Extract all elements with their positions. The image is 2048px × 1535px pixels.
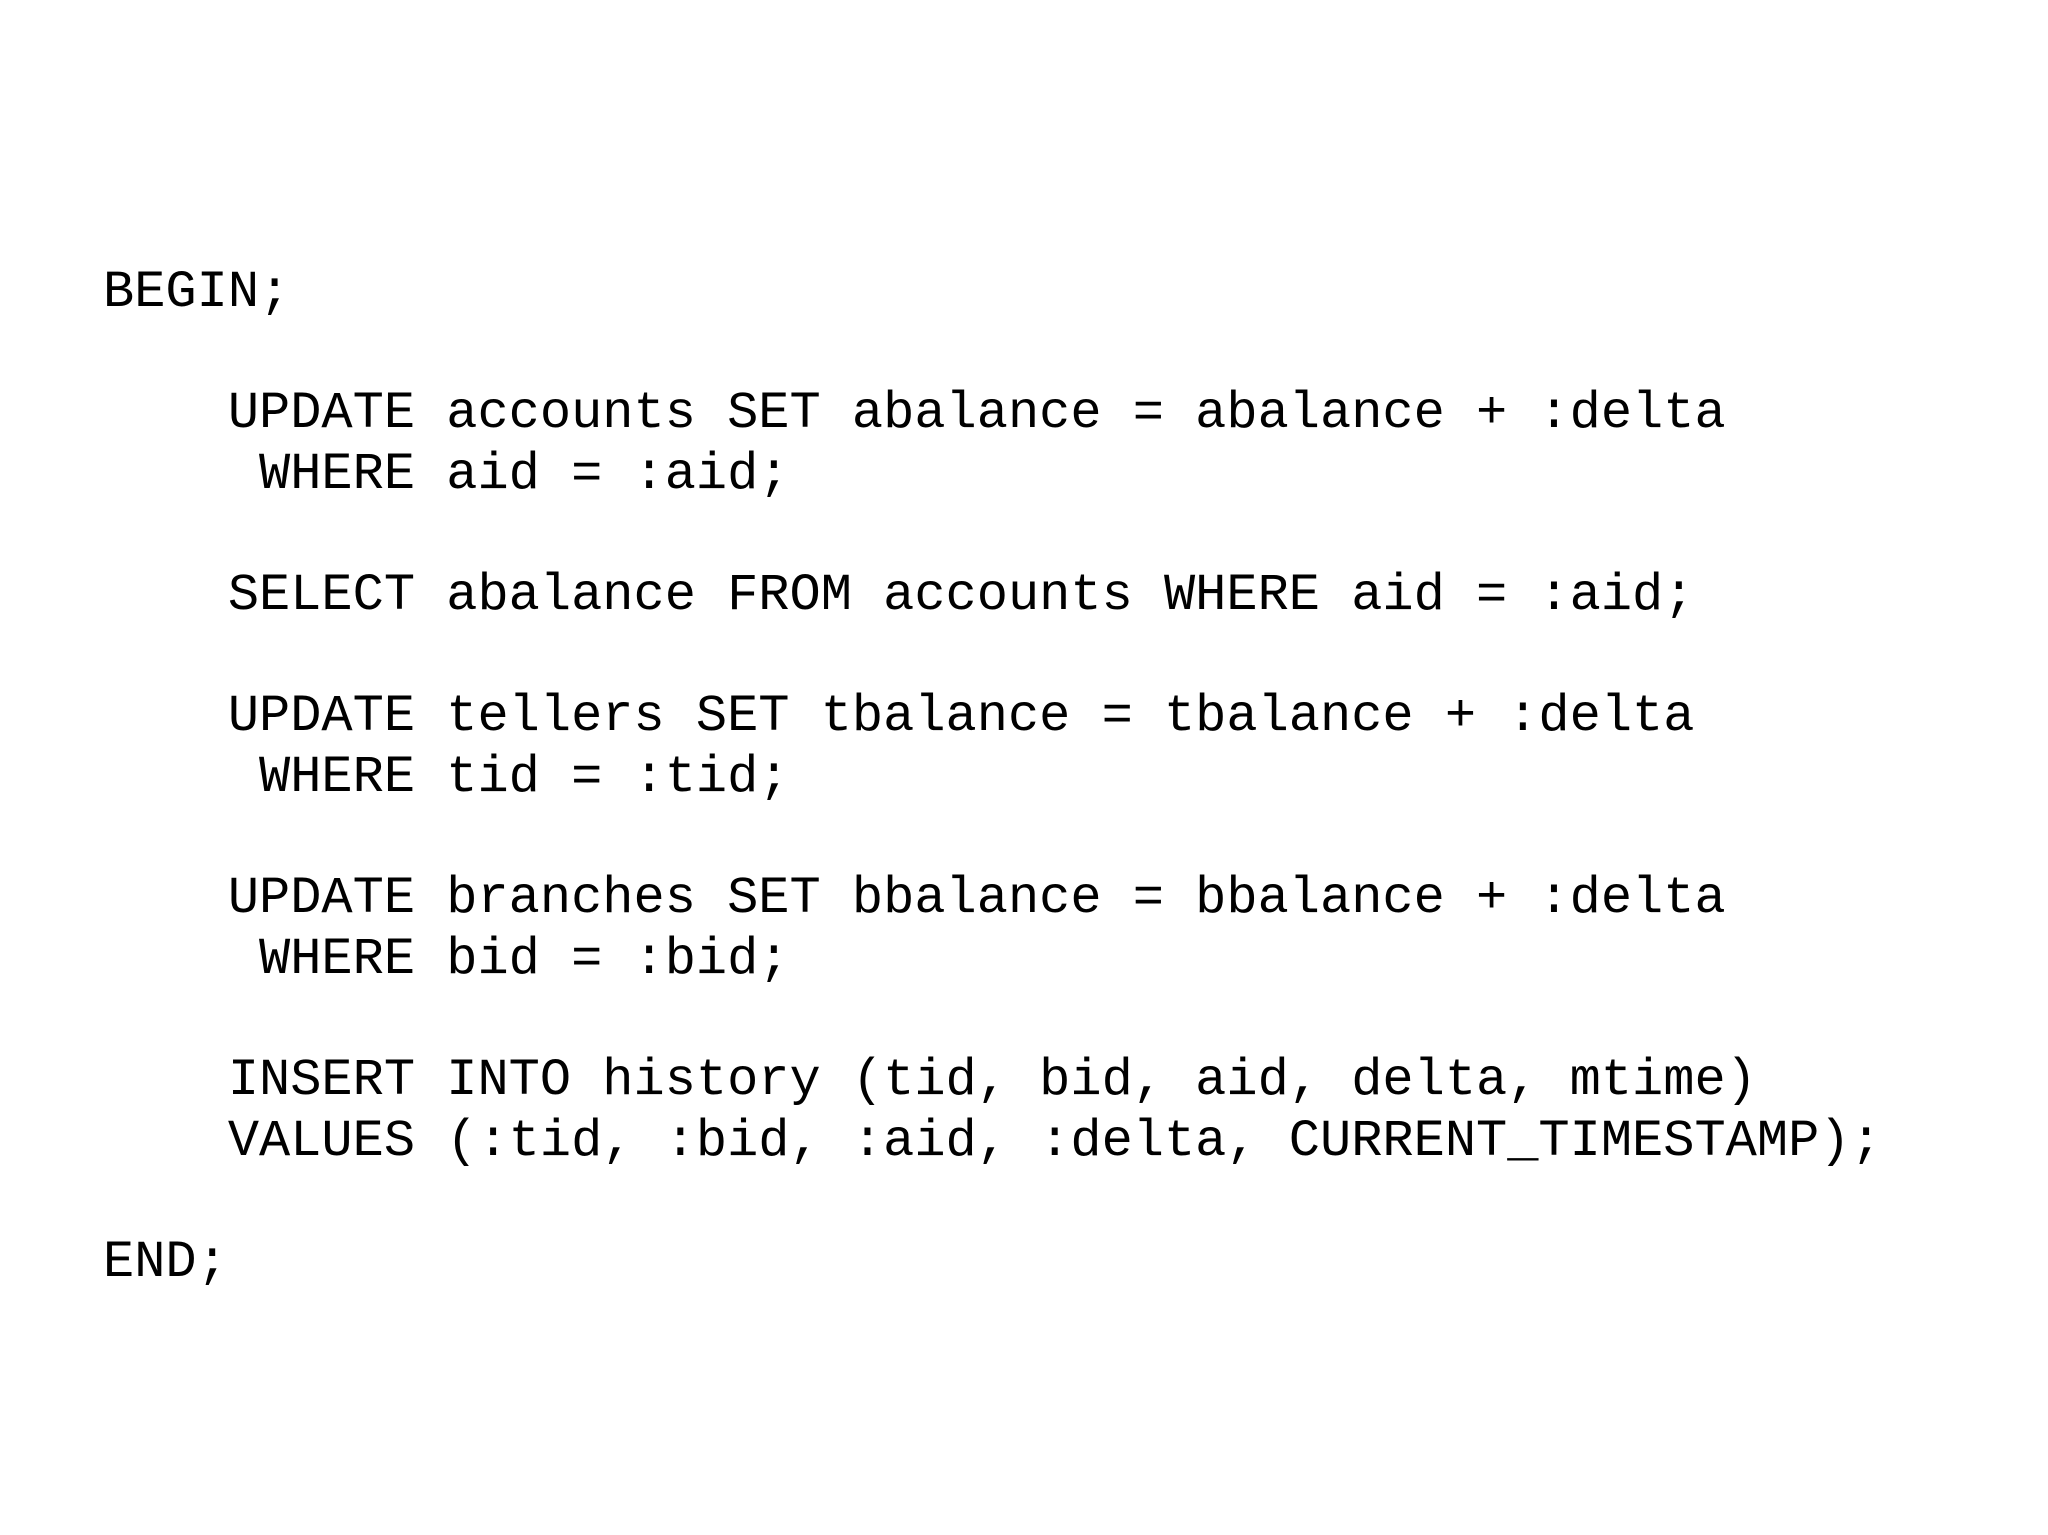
code-line-update-branches: UPDATE branches SET bbalance = bbalance + :delta xyxy=(103,869,1726,928)
code-line-select-accounts: SELECT abalance FROM accounts WHERE aid = :aid; xyxy=(103,566,1695,625)
code-line-end: END; xyxy=(103,1233,228,1292)
sql-transaction-code xyxy=(103,0,2003,1535)
code-line-update-accounts-where: WHERE aid = :aid; xyxy=(103,445,790,504)
code-line-insert-history-values: VALUES (:tid, :bid, :aid, :delta, CURRENT_TIMESTAMP); xyxy=(103,1112,1882,1171)
code-line-insert-history: INSERT INTO history (tid, bid, aid, delta, mtime) xyxy=(103,1051,1757,1110)
code-line-update-tellers-where: WHERE tid = :tid; xyxy=(103,748,790,807)
code-line-update-accounts: UPDATE accounts SET abalance = abalance + :delta xyxy=(103,384,1726,443)
code-line-update-branches-where: WHERE bid = :bid; xyxy=(103,930,790,989)
code-line-update-tellers: UPDATE tellers SET tbalance = tbalance + :delta xyxy=(103,687,1695,746)
code-line-begin: BEGIN; xyxy=(103,263,291,322)
